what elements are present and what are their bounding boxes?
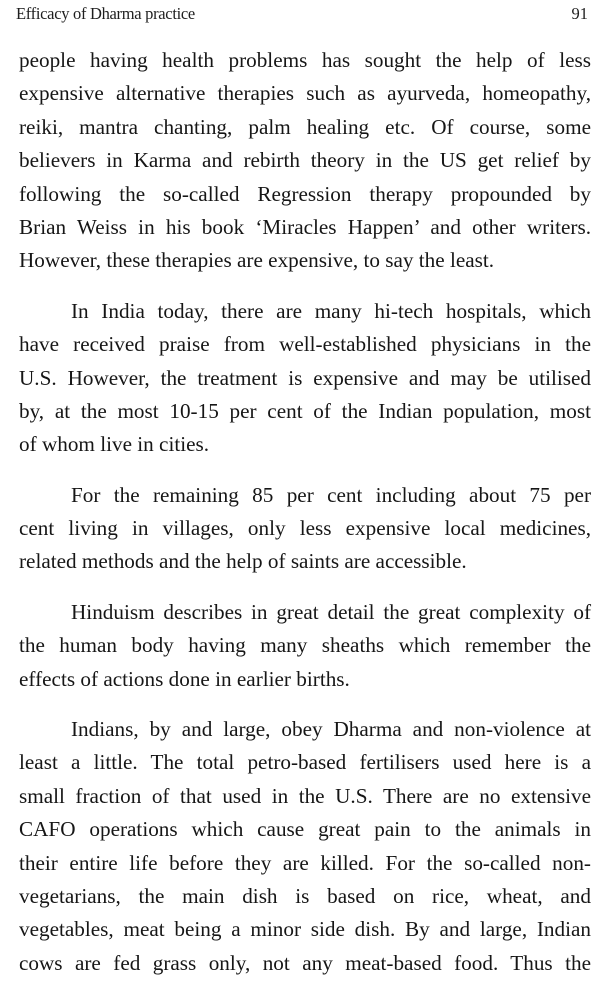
paragraph-gap — [19, 579, 591, 596]
text-line: by, at the most 10-15 per cent of the Indian population, most — [19, 398, 591, 423]
paragraph-gap — [19, 462, 591, 479]
paragraph — [19, 596, 591, 696]
paragraph — [19, 713, 591, 980]
text-line: small fraction of that used in the U.S. There are no extensive — [19, 783, 591, 808]
paragraph — [19, 44, 591, 278]
text-line: Indians, by and large, obey Dharma and non-violence at — [71, 717, 591, 742]
text-line: the human body having many sheaths which remember the — [19, 633, 591, 658]
text-line: following the so-called Regression therapy propounded by — [19, 181, 591, 206]
paragraph — [19, 479, 591, 579]
text-line: least a little. The total petro-based fertilisers used here is a — [19, 750, 591, 775]
text-line: vegetables, meat being a minor side dish. By and large, Indian — [19, 917, 591, 942]
text-line: their entire life before they are killed. For the so-called non- — [19, 850, 591, 875]
text-line: Hinduism describes in great detail the great complexity of — [71, 599, 591, 624]
page-number: 91 — [571, 4, 588, 23]
paragraph-gap — [19, 696, 591, 713]
text-line: CAFO operations which cause great pain to the animals in — [19, 817, 591, 842]
text-line: people having health problems has sought the help of less — [19, 48, 591, 72]
running-head — [16, 4, 588, 26]
text-line: For the remaining 85 per cent including about 75 per — [71, 482, 591, 507]
text-line: In India today, there are many hi-tech hospitals, which — [71, 298, 591, 323]
text-line: vegetarians, the main dish is based on rice, wheat, and — [19, 883, 591, 908]
text-line: believers in Karma and rebirth theory in the US get relief by — [19, 148, 591, 173]
text-line: Brian Weiss in his book ‘Miracles Happen’ and other writers. — [19, 214, 591, 239]
paragraph-gap — [19, 278, 591, 295]
text-line: cows are fed grass only, not any meat-based food. Thus the — [19, 950, 591, 975]
text-line: of whom live in cities. — [19, 432, 210, 457]
chapter-title: Efficacy of Dharma practice — [16, 4, 195, 23]
text-line: U.S. However, the treatment is expensive and may be utilised — [19, 365, 591, 390]
text-line: related methods and the help of saints are accessible. — [19, 549, 467, 574]
text-line: effects of actions done in earlier births. — [19, 666, 350, 691]
text-line: cent living in villages, only less expensive local medicines, — [19, 516, 591, 541]
text-line: expensive alternative therapies such as ayurveda, homeopathy, — [19, 81, 591, 106]
text-line: reiki, mantra chanting, palm healing etc. Of course, some — [19, 114, 591, 139]
text-line: have received praise from well-established physicians in the — [19, 332, 591, 357]
body-text — [19, 44, 591, 980]
paragraph — [19, 295, 591, 462]
text-line: However, these therapies are expensive, to say the least. — [19, 248, 495, 273]
